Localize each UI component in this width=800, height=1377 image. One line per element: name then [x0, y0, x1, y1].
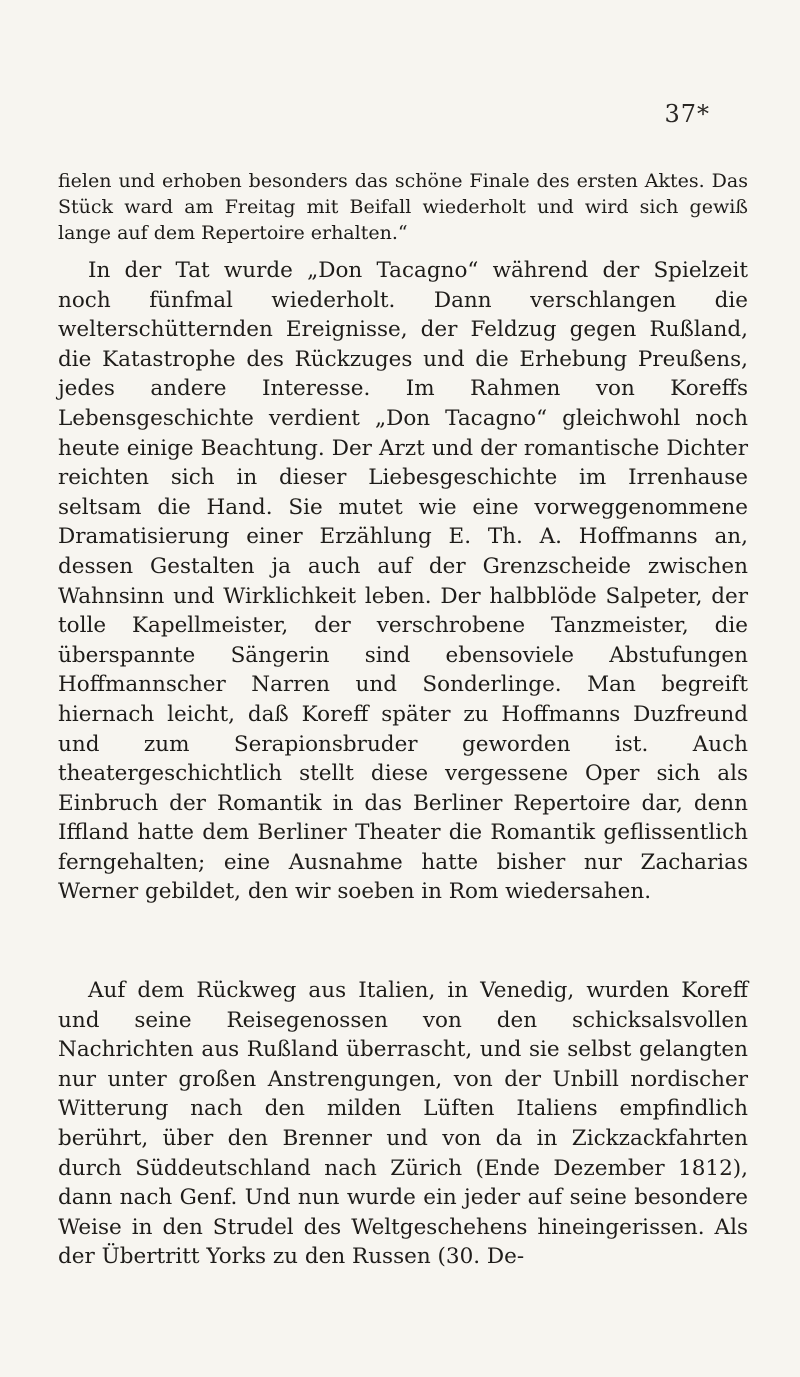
- quote-paragraph: fielen und erhoben besonders das schöne Finale des ersten Aktes. Das Stück ward am Freitag mit Beifall wiederholt und wird sich gewiß lange auf dem Repertoire erhalten.“: [58, 170, 748, 244]
- body-paragraph-2: [58, 976, 748, 1272]
- paragraph-text: Auf dem Rückweg aus Italien, in Venedig, wurden Koreff und seine Reisegenossen von den schicksalsvollen Nachrichten aus Rußland überrascht, und sie selbst gelangten nur unter großen Anstrengungen, von der Unbill nordischer Witterung nach den milden Lüften Italiens empfindlich berührt, über den Brenner und von da in Zickzackfahrten durch Süddeutschland nach Zürich (Ende Dezember 1812), dann nach Genf. Und nun wurde ein jeder auf seine besondere Weise in den Strudel des Weltgeschehens hineingerissen. Als der Übertritt Yorks zu den Russen (30. De-: [58, 978, 748, 1270]
- body-paragraph-1: [58, 256, 748, 907]
- page-number: 37*: [664, 100, 710, 128]
- paragraph-text: In der Tat wurde „Don Tacagno“ während der Spielzeit noch fünfmal wiederholt. Dann verschlangen die welterschütternden Ereignisse, der Feldzug gegen Rußland, die Katastrophe des Rückzuges und die Erhebung Preußens, jedes andere Interesse. Im Rahmen von Koreffs Lebensgeschichte verdient „Don Tacagno“ gleichwohl noch heute einige Beachtung. Der Arzt und der romantische Dichter reichten sich in dieser Liebesgeschichte im Irrenhause seltsam die Hand. Sie mutet wie eine vorweggenommene Dramatisierung einer Erzählung E. Th. A. Hoffmanns an, dessen Gestalten ja auch auf der Grenzscheide zwischen Wahnsinn und Wirklichkeit leben. Der halbblöde Salpeter, der tolle Kapellmeister, der verschrobene Tanzmeister, die überspannte Sängerin sind ebensoviele Abstufungen Hoffmannscher Narren und Sonderlinge. Man begreift hiernach leicht, daß Koreff später zu Hoffmanns Duzfreund und zum Serapionsbruder geworden ist. Auch theatergeschichtlich stellt diese vergessene Oper sich als Einbruch der Romantik in das Berliner Repertoire dar, denn Iffland hatte dem Berliner Theater die Romantik geflissentlich ferngehalten; eine Ausnahme hatte bisher nur Zacharias Werner gebildet, den wir soeben in Rom wiedersahen.: [58, 258, 748, 905]
- quote-continuation: [58, 168, 748, 246]
